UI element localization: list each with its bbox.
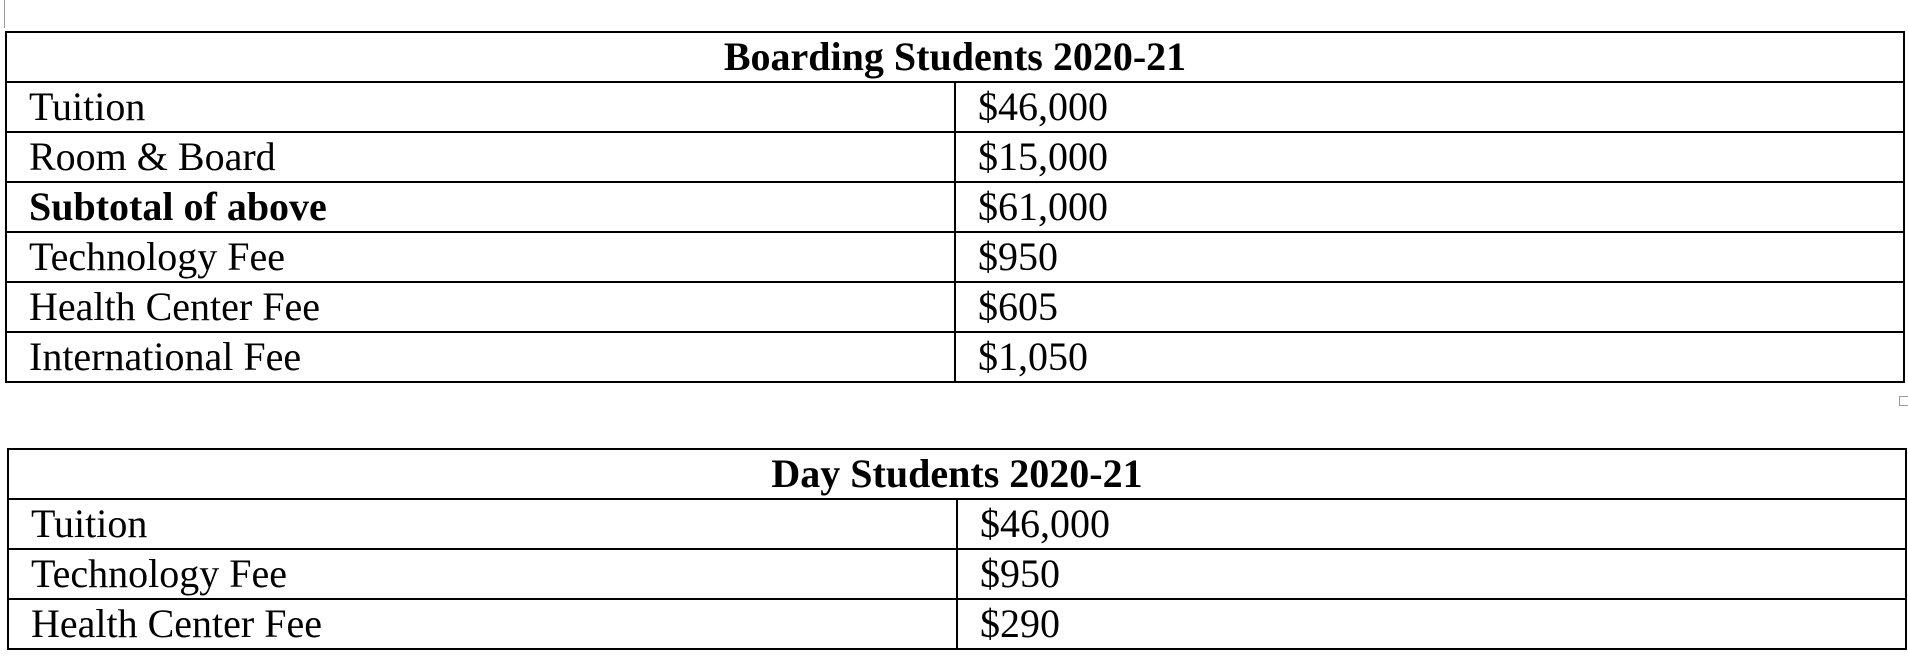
fee-amount: $950 bbox=[955, 232, 1904, 282]
fee-amount: $950 bbox=[957, 549, 1906, 599]
fee-amount: $46,000 bbox=[955, 82, 1904, 132]
fee-label: International Fee bbox=[6, 332, 955, 382]
fee-label: Room & Board bbox=[6, 132, 955, 182]
table-row bbox=[6, 82, 1904, 132]
day-fees-table bbox=[7, 448, 1907, 650]
table-header-row bbox=[6, 32, 1904, 82]
boarding-fees-table bbox=[5, 31, 1905, 383]
fee-label: Tuition bbox=[6, 82, 955, 132]
fee-label: Health Center Fee bbox=[8, 599, 957, 649]
fee-label: Tuition bbox=[8, 499, 957, 549]
table-header-row bbox=[8, 449, 1906, 499]
table-row bbox=[6, 182, 1904, 232]
fee-amount: $290 bbox=[957, 599, 1906, 649]
boarding-table-title: Boarding Students 2020-21 bbox=[6, 32, 1904, 82]
day-table-title: Day Students 2020-21 bbox=[8, 449, 1906, 499]
subtotal-amount: $61,000 bbox=[955, 182, 1904, 232]
table-move-handle[interactable] bbox=[0, 0, 5, 28]
fee-amount: $46,000 bbox=[957, 499, 1906, 549]
fee-label: Health Center Fee bbox=[6, 282, 955, 332]
table-row bbox=[8, 599, 1906, 649]
table-row bbox=[6, 332, 1904, 382]
fee-amount: $1,050 bbox=[955, 332, 1904, 382]
table-row bbox=[6, 132, 1904, 182]
table-resize-handle[interactable] bbox=[1899, 396, 1908, 406]
fee-label: Technology Fee bbox=[8, 549, 957, 599]
fee-amount: $605 bbox=[955, 282, 1904, 332]
table-row bbox=[6, 282, 1904, 332]
fee-label: Technology Fee bbox=[6, 232, 955, 282]
table-row bbox=[8, 499, 1906, 549]
table-row bbox=[6, 232, 1904, 282]
subtotal-label: Subtotal of above bbox=[6, 182, 955, 232]
table-row bbox=[8, 549, 1906, 599]
fee-amount: $15,000 bbox=[955, 132, 1904, 182]
